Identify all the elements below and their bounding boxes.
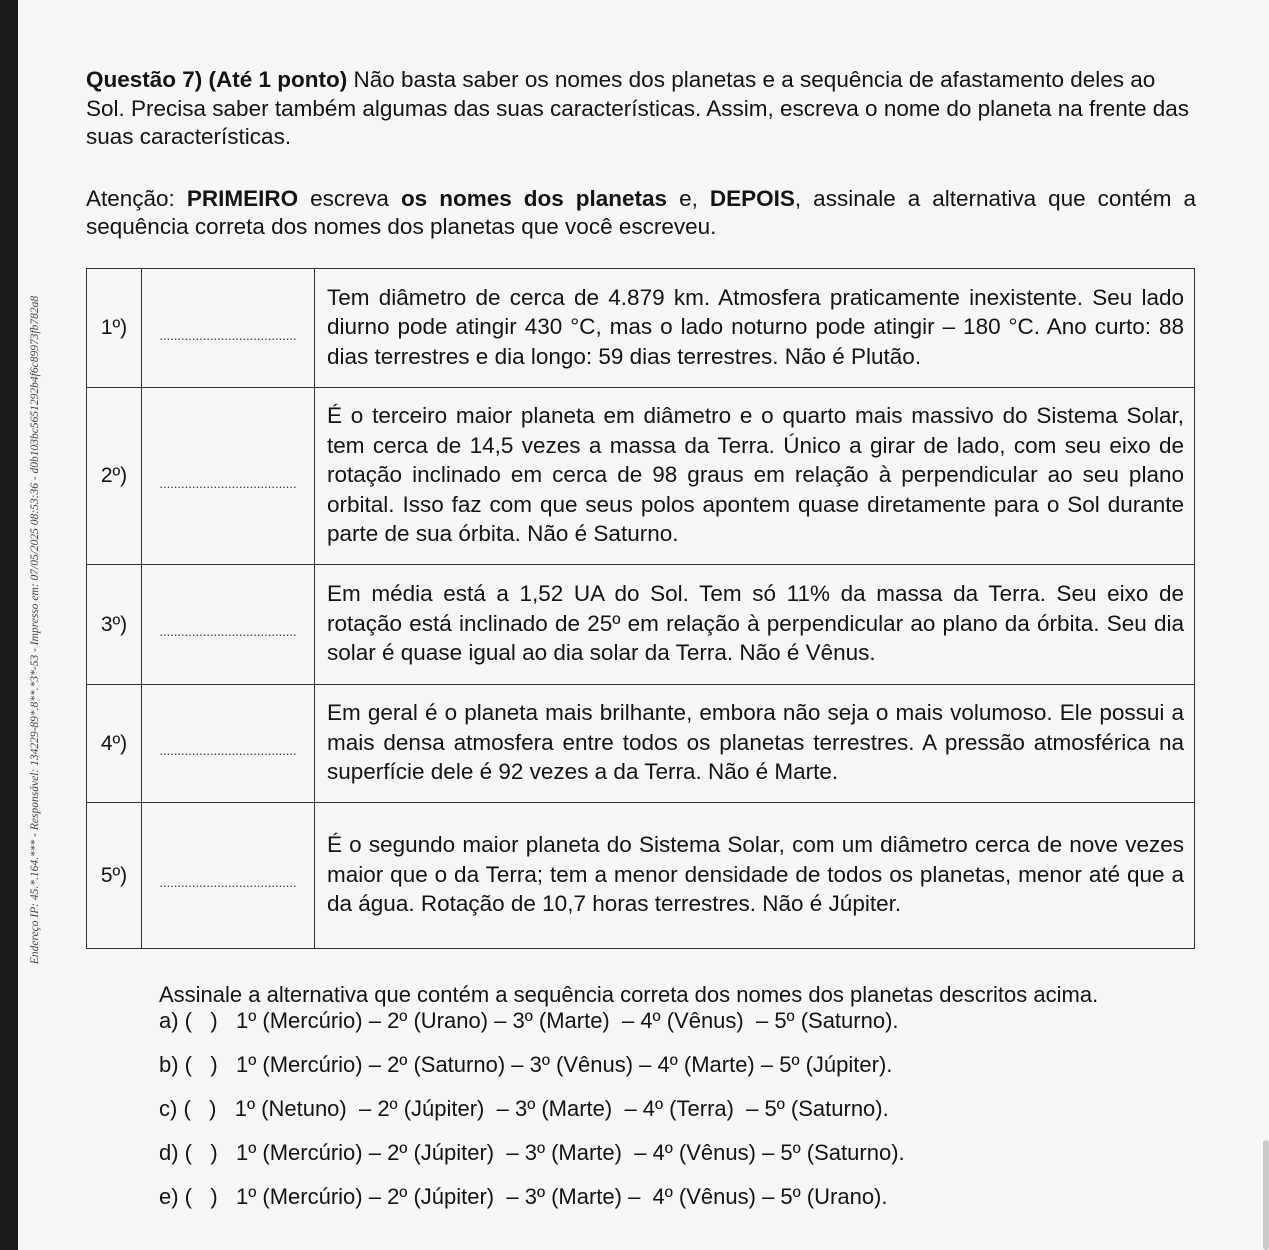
planet-description: É o terceiro maior planeta em diâmetro e o quarto mais massivo do Sistema Solar, tem cerca de 14,5 vezes a massa da Terra. Único a girar de lado, com seu eixo de rotação inclinado em cerca de 98 graus em relação à perpendicular ao seu plano orbital. Isso faz com que seus polos apontem quase diretamente para o Sol durante parte de sua órbita. Não é Saturno. — [315, 388, 1195, 565]
answer-blank[interactable] — [142, 565, 315, 685]
option-a[interactable]: a) ( ) 1º (Mercúrio) – 2º (Urano) – 3º (Marte) – 4º (Vênus) – 5º (Saturno). — [159, 1008, 899, 1033]
question-heading: Questão 7) (Até 1 ponto) — [86, 67, 348, 92]
dotted-line: ...................................... — [159, 475, 297, 491]
row-number: 4º) — [87, 685, 142, 803]
print-stamp — [20, 240, 50, 1020]
attention-bold: PRIMEIRO — [186, 185, 299, 211]
table-row — [87, 685, 1195, 803]
attention-text: , assinale a alternativa que contém a sequência correta dos nomes dos planetas que você escreveu. — [86, 185, 1196, 239]
row-number: 5º) — [87, 803, 142, 949]
answer-prompt: Assinale a alternativa que contém a sequência correta dos nomes dos planetas descritos acima. — [159, 982, 1099, 1007]
row-number: 2º) — [87, 388, 142, 565]
planet-description: É o segundo maior planeta do Sistema Solar, com um diâmetro cerca de nove vezes maior que o da Terra; tem a menor densidade de todos os planetas, menor até que a da água. Rotação de 10,7 horas terrestres. Não é Júpiter. — [315, 803, 1195, 949]
attention-bold: DEPOIS — [709, 185, 795, 211]
dotted-line: ...................................... — [159, 624, 297, 639]
option-b[interactable]: b) ( ) 1º (Mercúrio) – 2º (Saturno) – 3º (Vênus) – 4º (Marte) – 5º (Júpiter). — [159, 1052, 893, 1077]
planet-description: Em média está a 1,52 UA do Sol. Tem só 11% da massa da Terra. Seu eixo de rotação está inclinado de 25º em relação à perpendicular ao plano da órbita. Seu dia solar é quase igual ao dia solar da Terra. Não é Vênus. — [315, 565, 1195, 685]
attention-bold: os nomes dos planetas — [400, 185, 668, 211]
answer-blank[interactable] — [142, 269, 315, 388]
table-row — [87, 803, 1195, 949]
row-number: 3º) — [87, 565, 142, 685]
table-row — [87, 269, 1195, 388]
question-statement — [86, 66, 1196, 152]
attention-text: e, — [667, 185, 710, 211]
print-stamp-text: Endereço IP: 45.*.164.*** - Responsável: 134229-89*.8**.*3*-53 - Impresso em: 07/05/2025 08:53:36 - d0b103bc5651292b4f6c89973fb782a8 — [29, 295, 41, 965]
row-number: 1º) — [87, 269, 142, 388]
option-d[interactable]: d) ( ) 1º (Mercúrio) – 2º (Júpiter) – 3º (Marte) – 4º (Vênus) – 5º (Saturno). — [159, 1140, 905, 1165]
option-c[interactable]: c) ( ) 1º (Netuno) – 2º (Júpiter) – 3º (Marte) – 4º (Terra) – 5º (Saturno). — [159, 1096, 889, 1121]
option-e[interactable]: e) ( ) 1º (Mercúrio) – 2º (Júpiter) – 3º (Marte) – 4º (Vênus) – 5º (Urano). — [159, 1184, 888, 1209]
answer-section — [159, 980, 1189, 1229]
question-block — [86, 66, 1196, 242]
dotted-line: ...................................... — [159, 327, 297, 343]
attention-text: Atenção: — [86, 185, 187, 211]
attention-text: escreva — [298, 185, 401, 211]
table-row — [87, 565, 1195, 685]
question-intro: Não basta saber os nomes dos planetas e a sequência de afastamento deles ao Sol. Precisa saber também algumas das suas características. Assim, escreva o nome do planeta na frente das suas características. — [86, 67, 1190, 149]
planets-table — [86, 268, 1195, 949]
answer-blank[interactable] — [142, 685, 315, 803]
planet-description: Tem diâmetro de cerca de 4.879 km. Atmosfera praticamente inexistente. Seu lado diurno pode atingir 430 °C, mas o lado noturno pode atingir – 180 °C. Ano curto: 88 dias terrestres e dia longo: 59 dias terrestres. Não é Plutão. — [315, 269, 1195, 388]
answer-blank[interactable] — [142, 388, 315, 565]
planet-description: Em geral é o planeta mais brilhante, embora não seja o mais volumoso. Ele possui a mais densa atmosfera entre todos os planetas terrestres. A pressão atmosférica na superfície dele é 92 vezes a da Terra. Não é Marte. — [315, 685, 1195, 803]
scrollbar[interactable] — [1263, 1140, 1269, 1250]
dotted-line: ...................................... — [159, 743, 297, 758]
table-row — [87, 388, 1195, 565]
dotted-line: ...................................... — [159, 875, 297, 890]
answer-blank[interactable] — [142, 803, 315, 949]
attention-note — [86, 185, 1196, 242]
